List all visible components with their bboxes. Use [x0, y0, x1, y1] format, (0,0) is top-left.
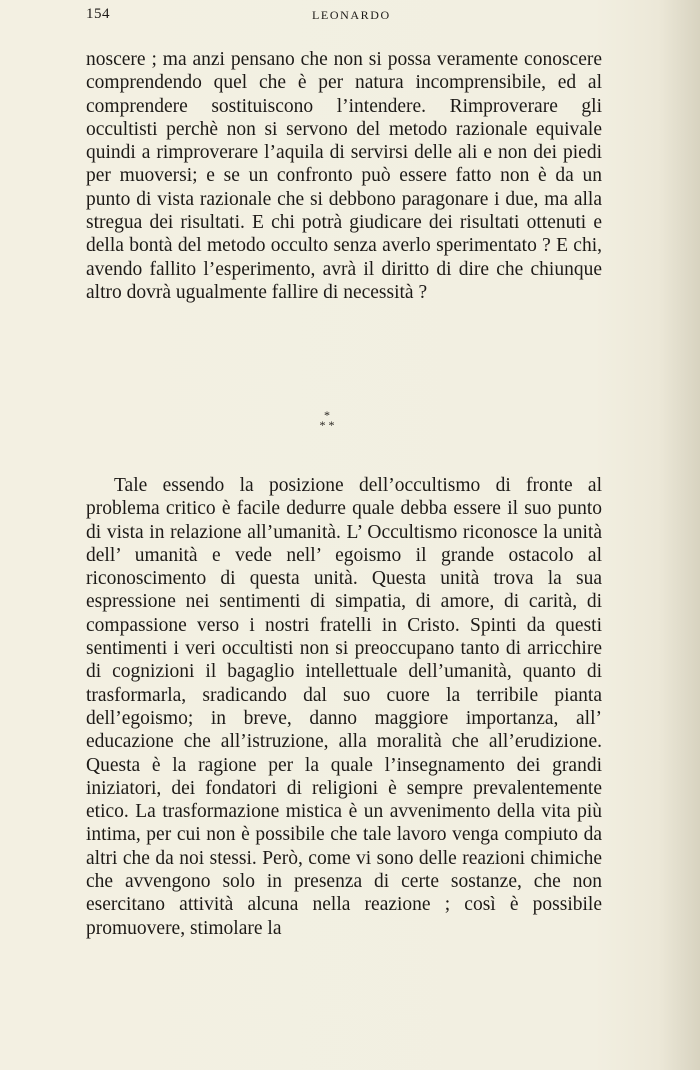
paragraph-2: Tale essendo la posizione dell’occultismo di fronte al problema critico è facile dedurre quale debba essere il suo punto di vista in relazione all’umanità. L’ Occultismo riconosce la unità dell’ umanità e vede nell’ egoismo il grande ostacolo al riconoscimento di questa unità. Questa unità trova la sua espressione nei sentimenti di simpatia, di amore, di carità, di compassione verso i nostri fratelli in Cristo. Spinti da questi sentimenti i veri occultisti non si preoccupano tanto di arricchire di cognizioni il bagaglio intellettuale dell’umanità, quanto di trasformarla, sradicando dal suo cuore la terribile pianta dell’egoismo; in breve, danno maggiore importanza, all’ educazione che all’istruzione, alla moralità che all’erudizione. Questa è la ragione per la quale l’insegnamento dei grandi iniziatori, dei fondatori di religioni è sempre prevalentemente etico. La trasformazione mistica è un avvenimento della vita più intima, per cui non è possibile che tale lavoro venga compiuto da altri che da noi stessi. Però, come vi sono delle reazioni chimiche che avvengono solo in presenza di certe sostanze, che non esercitano attività alcuna nella reazione ; così è possibile promuovere, stimolare la	[86, 475, 602, 939]
paragraph-1: noscere ; ma anzi pensano che non si possa veramente conoscere comprendendo quel che è per natura incomprensibile, ed al comprendere sostituiscono l’intendere. Rimproverare gli occultisti perchè non si servono del metodo razionale equivale quindi a rimproverare l’aquila di servirsi delle ali e non dei piedi per muoversi; e se un confronto può essere fatto non è da un punto di vista razionale che si debbono paragonare i due, ma alla stregua dei risultati. E chi potrà giudicare dei risultati ottenuti e della bontà del metodo occulto senza averlo sperimentato ? E chi, avendo fallito l’esperimento, avrà il diritto di dire che chiunque altro dovrà ugualmente fallire di necessità ?	[86, 49, 602, 303]
section-separator	[312, 410, 342, 434]
paragraph-new-section	[86, 474, 602, 940]
page-header	[86, 6, 606, 28]
page-number: 154	[86, 6, 110, 22]
running-title: LEONARDO	[312, 8, 391, 22]
separator-top-star: *	[324, 408, 330, 422]
separator-bottom-stars: * *	[319, 418, 335, 432]
paragraph-continued	[86, 48, 602, 304]
